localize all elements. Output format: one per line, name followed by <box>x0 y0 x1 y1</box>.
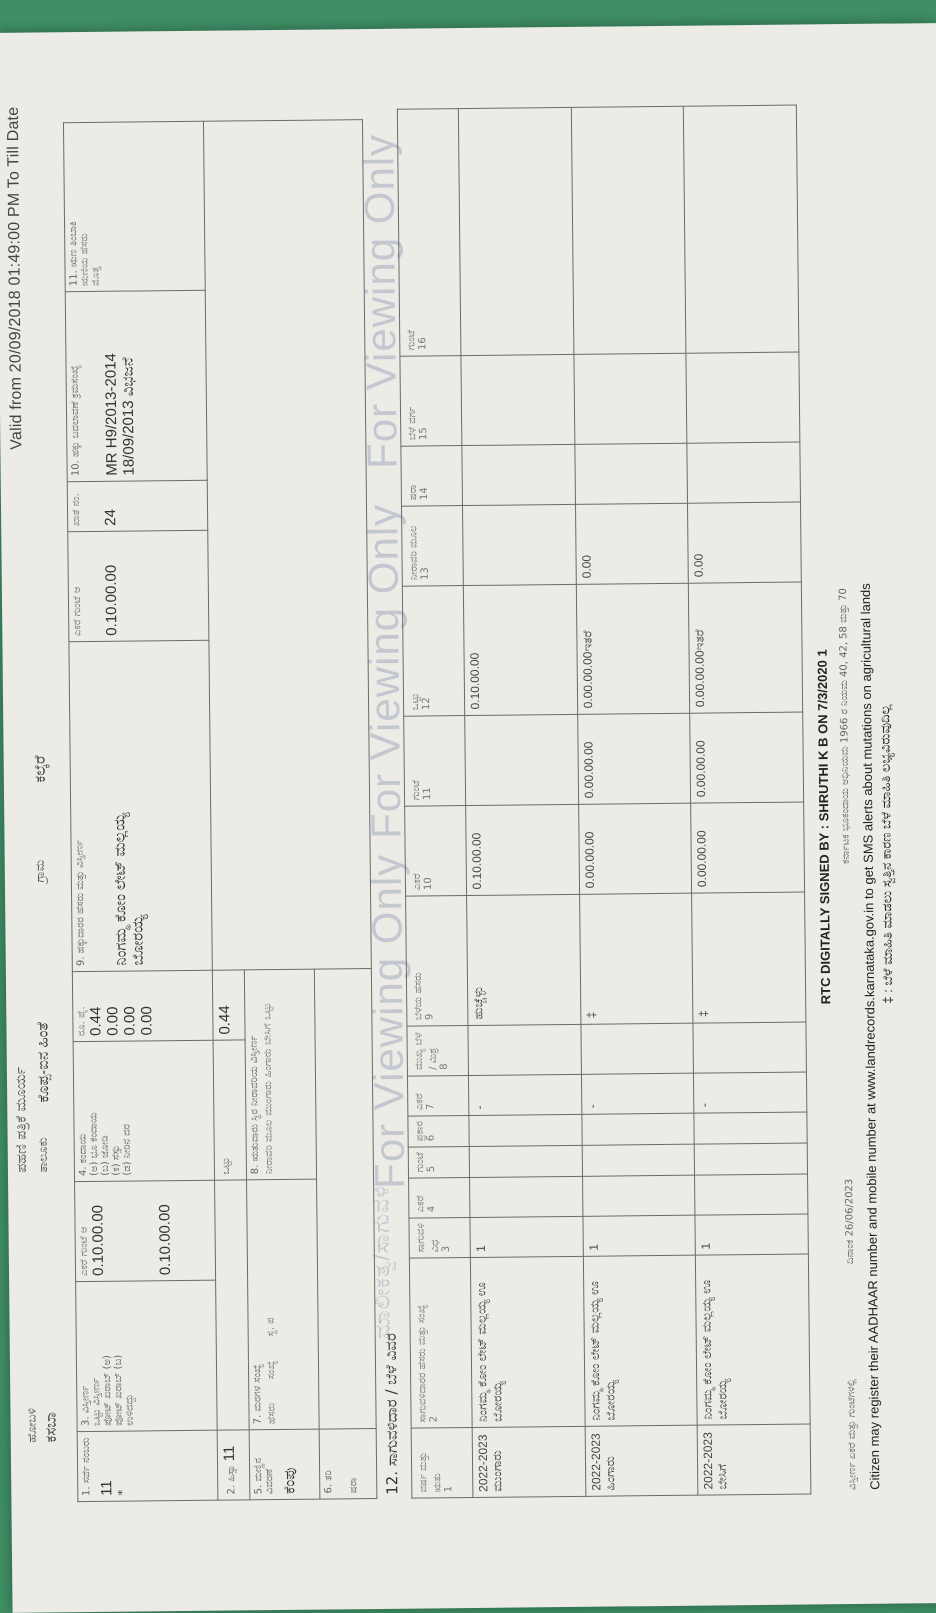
row-empty <box>694 1112 807 1144</box>
col-head-name <box>409 1258 472 1429</box>
act-text: ಕರ್ನಾಟಕ ಭೂಕಂದಾಯ ಅಧಿನಿಯಮ 1966 ರ ನಿಯಮ 40, 42, 58 ಮತ್ತು 70 <box>837 588 852 865</box>
revenue-label: 4. ಕಂದಾಯ <box>77 1133 90 1177</box>
row-r: 0.00 <box>688 502 801 583</box>
hissa-value: 11 <box>220 1445 238 1462</box>
encumbrance-label: 11. ಋಣ ತಿಂಬಾಕಿ <box>68 221 80 287</box>
row-name: ನಿಂಗಮ್ಮ ಕೋಂ ಲೇಟ್ ಮಲ್ಲಯ್ಯ ಊ ಬೋರಯ್ಯ <box>471 1256 585 1427</box>
encumbrance-cell <box>63 121 205 291</box>
col-num-8: 8 <box>438 1063 450 1070</box>
row-area-3: 0.00.00.00ಇತರೆ <box>689 582 803 713</box>
area-row-a: ಪೋಟ್ ಖರಾಬ್ (ಅ) <box>101 1355 114 1426</box>
area-sub: ಒಟ್ಟು ವಿಸ್ತೀರ್ಣ <box>91 1377 103 1426</box>
col-head-3 <box>409 1217 471 1258</box>
col-head-16 <box>397 109 461 356</box>
row-dash: - <box>581 1073 694 1114</box>
row-empty <box>693 1022 806 1073</box>
col-head-3-text: ಸಾಗುವಳಿ ವಿಧ <box>415 1223 441 1253</box>
irrigation-cell <box>244 969 316 1180</box>
encumbrance-sub-1: ಋಣಿಯ ಹೆಸರು <box>79 233 91 287</box>
taluk-value: ಕೊಪ್ಪ-ಐನ ಹಿಂತೆ <box>34 1021 53 1103</box>
owner-area: 0.10.00.00 <box>102 564 121 636</box>
col-head-7-text: ಎಕರೆ <box>414 1093 426 1111</box>
khata-number: 24 <box>102 508 120 526</box>
cultivation-title: 12. ಸಾಗುವಳಿದಾರ / ಬೆಳೆ ವಿವರ <box>381 1333 402 1495</box>
irrigation-col-kharif: ಮುಂಗಾರು <box>263 1081 275 1116</box>
col-num-2: 2 <box>428 1415 440 1423</box>
row-name: ನಿಂಗಮ್ಮ ಕೋಂ ಲೇಟ್ ಮಲ್ಲಯ್ಯ ಊ ಬೋರಯ್ಯ <box>696 1254 810 1425</box>
owner-name-2: ಬೋರಯ್ಯ <box>129 914 147 966</box>
signed-by-text: RTC DIGITALLY SIGNED BY : SHRUTHI K B ON 7/3/2020 1 <box>814 649 834 1005</box>
col-num-16: 16 <box>417 337 429 351</box>
khata-head: ಖಾತೆ ನಂ. <box>70 493 83 527</box>
print-date: ದಿನಾಂಕ 26/06/2023 <box>844 1178 856 1265</box>
col-head-11 <box>404 715 466 806</box>
owner-blank <box>203 120 371 971</box>
mutation-label: 10. ಹಕ್ಕು ಬದಲಾವಣೆ ಕ್ರಮಸಂಖ್ಯೆ <box>69 364 82 477</box>
row-empty <box>695 1143 808 1175</box>
units-note: ವಿಸ್ತೀರ್ಣ ಏಕರೆ ಮತ್ತು ಗುಂಟೆಗಳಲ್ಲಿ <box>846 1378 859 1491</box>
row-empty <box>686 352 799 443</box>
row-area-2: 0.00.00.00 <box>690 712 803 803</box>
irrigation-col-rabi: ಹಿಂಗಾರು <box>262 1048 275 1078</box>
col-num-3: 3 <box>440 1245 452 1253</box>
revenue-value-c: 0.00 <box>121 1006 139 1036</box>
area-value-cell <box>75 1180 216 1281</box>
trees-col-place: ಸ್ಥ. ಪ <box>265 1317 277 1337</box>
revenue-total-cell <box>212 970 245 1040</box>
col-num-7: 7 <box>425 1103 437 1111</box>
row-num: 1 <box>695 1214 808 1255</box>
row-crop: ಹುಚ್ಚೆಳ್ಳು <box>467 894 581 1025</box>
area-remaining: 0.10.00.00 <box>156 1204 175 1276</box>
revenue-row-d: (ಡ) ನೀರಿನ ದರ <box>121 1123 133 1176</box>
row-crop: ‡ <box>692 892 806 1023</box>
hobli-value: ಕಸಬಾ <box>42 1412 60 1443</box>
col-num-1: 1 <box>443 1485 455 1493</box>
table-row <box>459 107 586 1497</box>
row-area-1: 0.10.00.00 <box>466 804 579 895</box>
table-row <box>684 105 811 1495</box>
col-head-14 <box>401 445 463 506</box>
revenue-row-c: (ಕ) ಸೆಸ್ಸು <box>110 1145 122 1176</box>
hissa-label: 2. ಹಿಸ್ಸಾ <box>226 1465 238 1495</box>
trees-col-count: ಸಂಖ್ಯೆ <box>266 1360 278 1380</box>
row-area-3: 0.10.00.00 <box>464 584 578 715</box>
watermark-1: For Viewing Only <box>362 853 414 1190</box>
row-empty <box>461 354 574 445</box>
row-empty <box>582 1175 695 1216</box>
page-title: ಪಹಣಿ ಪತ್ರಿಕೆ ಮೂರ್ಯ <box>12 1066 30 1173</box>
citizen-note: Citizen may register their AADHAAR number and mobile number at www.landrecords.karnataka.gov.in to get SMS alerts about mutations on agricultural lands <box>857 583 883 1490</box>
revenue-total-label-cell <box>213 1040 247 1180</box>
col-num-9: 9 <box>424 1013 436 1021</box>
col-num-10: 10 <box>422 877 435 891</box>
row-empty <box>687 442 800 503</box>
cultivation-table <box>397 105 812 1499</box>
col-head-name-text: ಸಾಗುವಳಿದಾರರ ಹೆಸರು ಮತ್ತು ಸಂಖ್ಯೆ <box>416 1304 429 1423</box>
row-empty <box>571 106 686 354</box>
soil-value: ಕೆಂಪು <box>281 1467 299 1495</box>
col-head-4-text: ಎಕರೆ <box>415 1195 427 1213</box>
paper-sheet <box>0 23 936 1613</box>
row-empty <box>582 1144 695 1176</box>
table-row <box>571 106 698 1496</box>
row-dash: - <box>469 1074 582 1115</box>
trees-label: 7. ಮರಗಳ ಸಂಖ್ಯೆ <box>252 1363 264 1425</box>
row-empty <box>470 1176 583 1217</box>
watermark-3: For Viewing Only <box>355 133 406 470</box>
col-num-6: 6 <box>425 1134 437 1142</box>
watermark-2: For Viewing Only <box>358 503 410 840</box>
col-head-9-text: ಬೆಳೆಯ ಹೆಸರು <box>412 972 425 1021</box>
col-num-11: 11 <box>421 787 434 801</box>
revenue-row-a: (ಅ) ಭೂ ಕಂದಾಯ <box>88 1112 101 1177</box>
valid-date-text: Valid from 20/09/2018 01:49:00 PM To Till Date <box>4 106 26 450</box>
mutation-entry: MR H9/2013-2014 <box>102 353 121 476</box>
col-head-14-text: ಷರಾ <box>407 484 419 501</box>
survey-number-suffix: * <box>115 1489 130 1496</box>
col-head-16-text: ಗುಂಟೆ <box>406 330 418 351</box>
area-cell <box>76 1280 218 1431</box>
col-num-15: 15 <box>418 427 430 441</box>
tari-cell <box>319 1429 377 1500</box>
village-value: ಕಲ್ಕೆರೆ <box>31 755 49 783</box>
encumbrance-sub-2: ಮೊತ್ತ <box>90 266 102 286</box>
revenue-head: ರೂ. ಪೈ. <box>76 1006 88 1037</box>
col-head-6-text: ಪ್ರಕಾರ <box>414 1121 426 1142</box>
row-empty <box>470 1145 583 1177</box>
col-head-8-text: ಮುಖ್ಯ ಬೆಳೆ / ಮಿಶ್ರ <box>413 1032 439 1071</box>
col-num-14: 14 <box>418 487 430 501</box>
irrigation-col-total: ಒಟ್ಟು <box>262 1002 274 1020</box>
col-head-15 <box>400 355 462 446</box>
col-num-5: 5 <box>425 1165 437 1173</box>
row-dash: - <box>694 1072 807 1113</box>
col-head-7 <box>407 1075 469 1116</box>
row-empty <box>684 105 799 353</box>
col-head-11-text: ಗುಂಟೆ <box>410 780 423 801</box>
row-empty <box>582 1113 695 1145</box>
row-area-2 <box>465 714 578 805</box>
col-head-year <box>411 1428 473 1499</box>
col-head-6 <box>408 1115 470 1147</box>
owner-area-head: ಎಕರೆ ಗುಂಟೆ ಆ <box>71 586 84 637</box>
remarks-label: ಷರಾ <box>347 1477 359 1494</box>
area-head: ಎಕರೆ ಗುಂಟೆ ಆ <box>78 1226 91 1277</box>
mutation-cell <box>65 290 207 481</box>
col-head-5-text: ಗುಂಟೆ <box>414 1152 426 1173</box>
area-label: 3. ವಿಸ್ತೀರ್ಣ <box>80 1385 92 1427</box>
owner-area-cell <box>68 530 209 641</box>
irrigation-col-summer: ಬೇಸಿಗೆ <box>262 1023 274 1045</box>
tari-label: 6. ತರಿ <box>322 1470 334 1494</box>
col-head-13-text: ನೀರಾವರಿ ಮೂಲ <box>408 525 420 581</box>
col-head-13 <box>401 505 463 586</box>
khata-cell <box>67 480 208 531</box>
row-empty <box>462 444 575 505</box>
col-num-4: 4 <box>426 1205 438 1213</box>
soil-label: 5. ಮಣ್ಣಿನ ವಿವರಣೆ <box>253 1457 276 1495</box>
row-empty <box>468 1024 581 1075</box>
revenue-total: 0.44 <box>216 1005 234 1035</box>
row-area-2: 0.00.00.00 <box>578 713 691 804</box>
col-num-12: 12 <box>421 697 433 711</box>
hobli-label: ಹೋಬಳಿ <box>24 1407 39 1443</box>
row-num: 1 <box>583 1215 696 1256</box>
irrigation-col-source: ನೀರಾವರಿ ಮೂಲ <box>263 1119 276 1175</box>
col-num-13: 13 <box>419 567 431 581</box>
col-head-5 <box>408 1146 470 1178</box>
row-empty <box>695 1174 808 1215</box>
trees-cell <box>247 1179 319 1430</box>
irrigation-label: 8. ಋತುವಾರು ಸ್ಥಿರ ನೀರಾವರಿಯ ವಿಸ್ತೀರ್ಣ <box>248 1035 262 1175</box>
owner-label: 9. ಹಕ್ಕುದಾರರ ಹೆಸರು ಮತ್ತು ವಿಸ್ತೀರ್ಣ <box>74 839 87 967</box>
survey-number-label: 1. ಸರ್ವೆ ನಂಬರು <box>80 1437 93 1497</box>
col-head-year-text: ವರ್ಷ ಮತ್ತು ಋತು <box>417 1452 444 1493</box>
col-head-15-text: ಬೆಳೆ ವರ್ಗ <box>406 406 419 441</box>
row-empty <box>581 1023 694 1074</box>
col-head-12-text: ಒಟ್ಟು <box>409 692 422 711</box>
area-row-b: ಪೋಟ್ ಖರಾಬ್ (ಬ) <box>112 1354 125 1426</box>
col-head-9 <box>406 895 469 1026</box>
revenue-value-d: 0.00 <box>138 1006 156 1036</box>
row-crop: ‡ <box>579 893 693 1024</box>
row-name: ನಿಂಗಮ್ಮ ಕೋಂ ಲೇಟ್ ಮಲ್ಲಯ್ಯ ಊ ಬೋರಯ್ಯ <box>583 1255 697 1426</box>
area-row-c: ಉಳಿದದ್ದು <box>124 1393 136 1426</box>
revenue-value-b: 0.00 <box>104 1006 122 1036</box>
hissa-cell <box>217 1430 250 1500</box>
empty-area-row <box>215 1180 250 1430</box>
row-year: 2022-2023 ಮುಂಗಾರು <box>473 1426 586 1497</box>
row-empty <box>459 107 574 355</box>
trees-col-name: ಹೆಸರು <box>266 1402 278 1425</box>
survey-table <box>63 119 377 1502</box>
row-empty <box>575 443 688 504</box>
revenue-values-cell <box>72 970 213 1041</box>
revenue-cell <box>73 1040 214 1181</box>
survey-number-cell <box>77 1430 218 1501</box>
row-empty <box>469 1114 582 1146</box>
revenue-value-a: 0.44 <box>87 1006 105 1037</box>
col-head-10 <box>405 805 467 896</box>
revenue-row-b: (ಬ) ಜೋಡಿ <box>99 1135 111 1176</box>
survey-number-value: 11 <box>98 1480 116 1496</box>
row-num: 1 <box>470 1216 583 1257</box>
area-total: 0.10.00.00 <box>89 1204 108 1277</box>
row-area-1: 0.00.00.00 <box>579 803 692 894</box>
revenue-total-label: ಒಟ್ಟು <box>220 1157 232 1175</box>
taluk-label: ತಾಲೂಕು <box>35 1137 50 1173</box>
row-r: 0.00 <box>575 503 688 584</box>
col-head-10-text: ಎಕರೆ <box>411 873 424 891</box>
col-head-12 <box>402 585 465 716</box>
row-empty <box>574 353 687 444</box>
owner-name: ನಿಂಗಮ್ಮ ಕೋಂ ಲೇಟ್ ಮಲ್ಲಯ್ಯ <box>111 812 130 966</box>
col-head-8 <box>407 1025 469 1076</box>
owner-cell <box>69 640 212 971</box>
soil-cell <box>249 1429 319 1500</box>
row-empty <box>463 504 576 585</box>
symbol-note: ‡ : ಬೆಳೆ ಮಾಹಿತಿ ಮಾಡಲು ಸ್ವತ್ತಿನ ಕಾರಣ ಬೆಳೆ ಮಾಹಿತಿ ಲಭ್ಯವಿರುವುದಿಲ್ಲ <box>877 704 896 1004</box>
rtc-document <box>0 83 912 1572</box>
row-year: 2022-2023 ಹಿಂಗಾರು <box>585 1425 698 1496</box>
row-year: 2022-2023 ಬೇಸಿಗೆ <box>698 1424 811 1495</box>
row-area-1: 0.00.00.00 <box>691 802 804 893</box>
col-head-4 <box>409 1177 471 1218</box>
row-area-3: 0.00.00.00ಇತರೆ <box>576 583 690 714</box>
watermark-small: ಮಾಲೀಕತ್ವ/ಸಾಗುವಳಿ <box>368 1184 395 1340</box>
mutation-date: 18/09/2013 ವಿಭಜನೆ <box>119 357 138 476</box>
village-label: ಗ್ರಾಮ <box>32 859 47 883</box>
